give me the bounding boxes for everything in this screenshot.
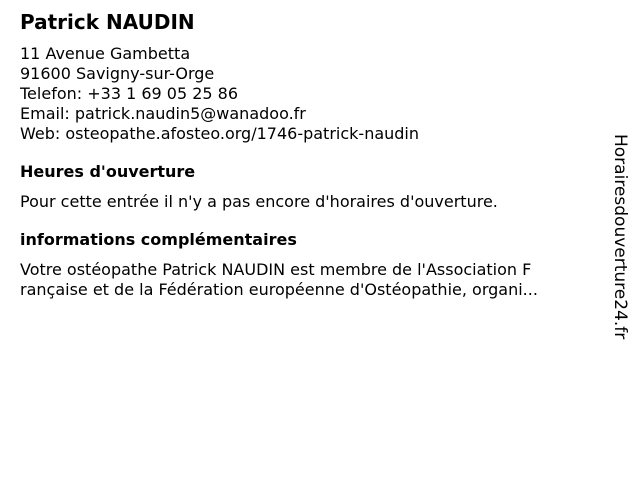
- additional-info-line-2: rançaise et de la Fédération européenne d'Ostéopathie, organi...: [20, 280, 538, 299]
- additional-info-text: [20, 260, 600, 300]
- site-watermark: [608, 134, 632, 346]
- email-address[interactable]: Email: patrick.naudin5@wanadoo.fr: [20, 104, 306, 123]
- address-city: 91600 Savigny-sur-Orge: [20, 64, 215, 83]
- business-name: Patrick NAUDIN: [20, 10, 195, 34]
- additional-info-heading: informations complémentaires: [20, 230, 297, 249]
- additional-info-line-1: Votre ostéopathe Patrick NAUDIN est membre de l'Association F: [20, 260, 532, 279]
- site-watermark-text: Horairesdouverture24.fr: [610, 134, 630, 340]
- business-card: [20, 8, 600, 300]
- opening-hours-text: Pour cette entrée il n'y a pas encore d'horaires d'ouverture.: [20, 192, 498, 211]
- website-link[interactable]: Web: osteopathe.afosteo.org/1746-patrick-naudin: [20, 124, 420, 143]
- opening-hours-heading: Heures d'ouverture: [20, 162, 196, 181]
- phone-number[interactable]: Telefon: +33 1 69 05 25 86: [20, 84, 239, 103]
- contact-details: [20, 44, 600, 144]
- address-street: 11 Avenue Gambetta: [20, 44, 191, 63]
